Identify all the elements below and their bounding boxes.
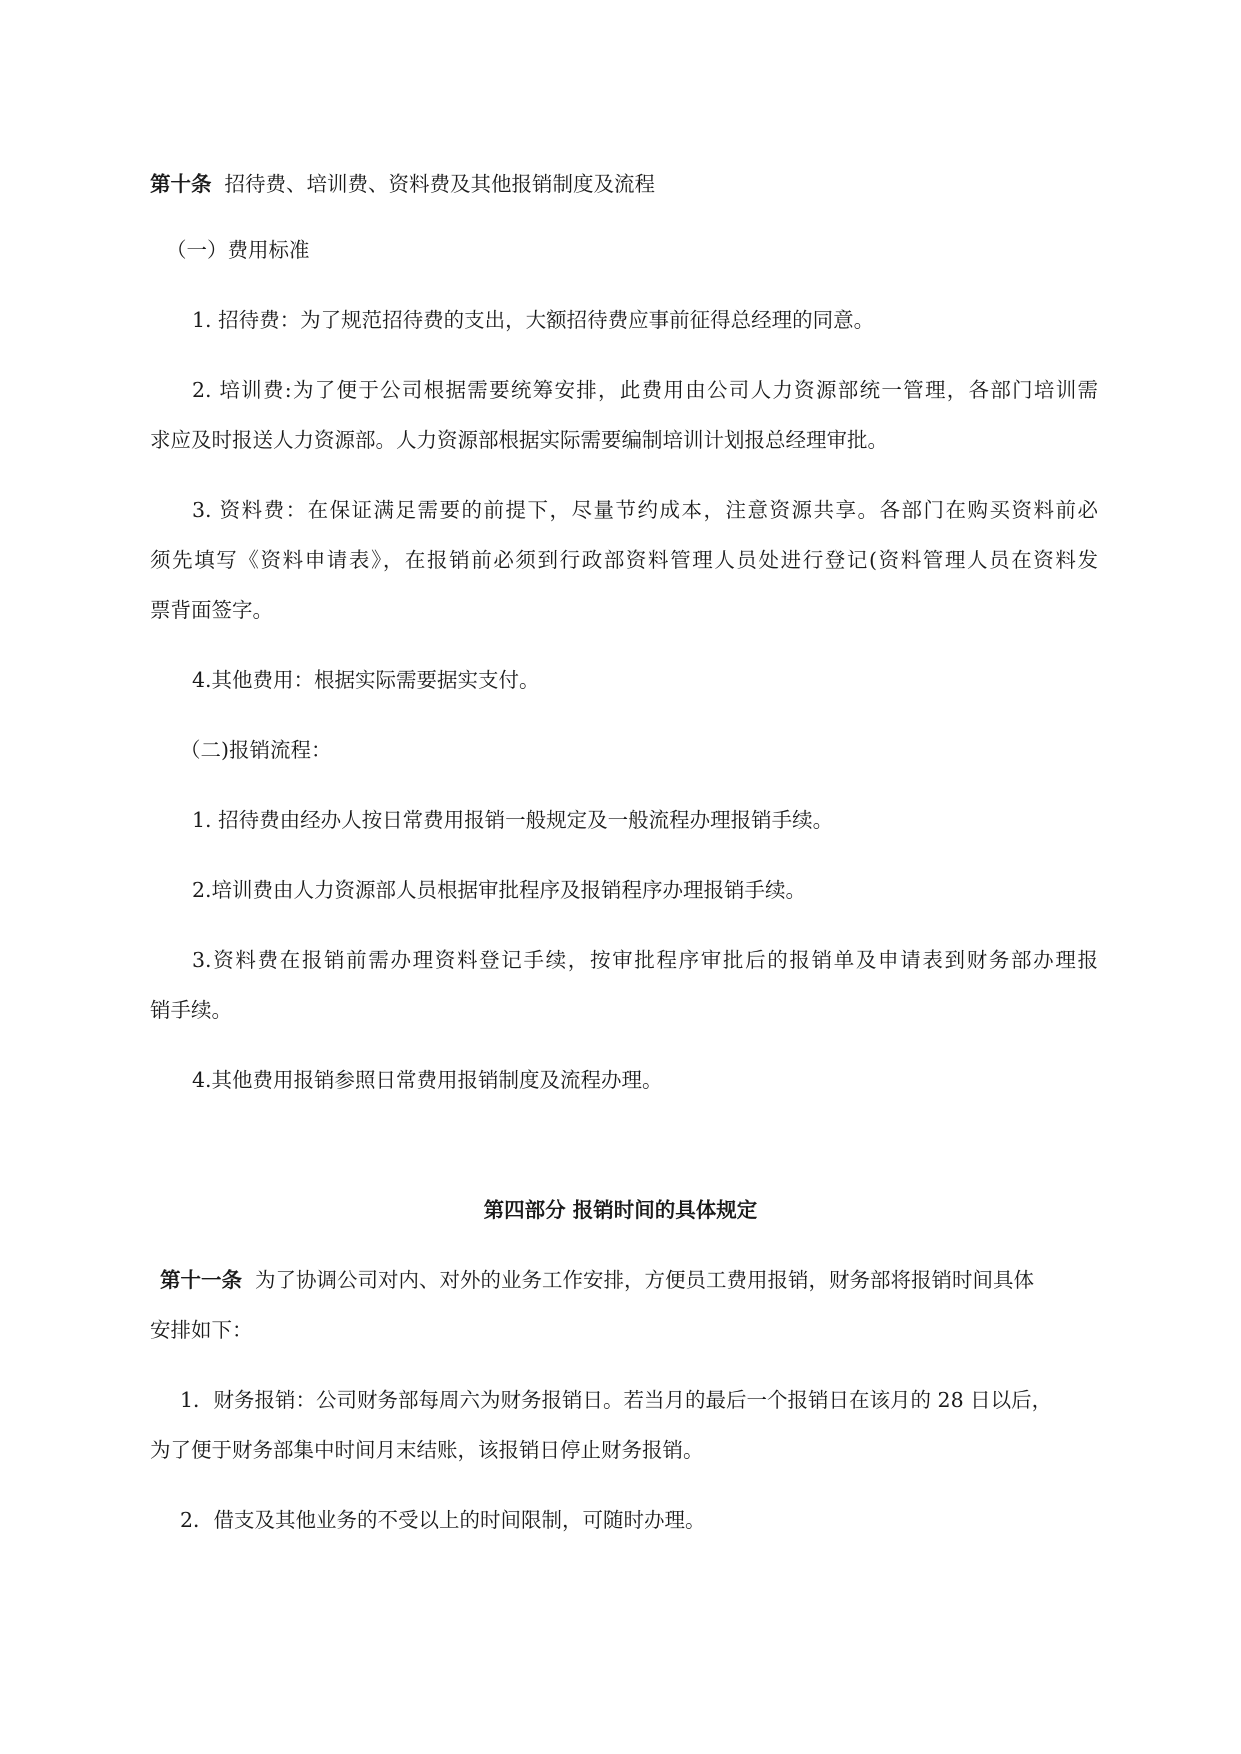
article-10-label: 第十条 [150,172,212,196]
standard-line: 票背面签字。 [150,598,273,622]
process-line: 销手续。 [150,998,232,1022]
standard-line: 须先填写《资料申请表》，在报销前必须到行政部资料管理人员处进行登记(资料管理人员在资料发 [150,548,1098,572]
standard-line: 2. 培训费:为了便于公司根据需要统筹安排，此费用由公司人力资源部统一管理，各部门培训需 [192,378,1098,402]
article-10-title: 招待费、培训费、资料费及其他报销制度及流程 [224,172,656,196]
article-11-cont: 安排如下： [150,1318,253,1342]
article-11-text: 为了协调公司对内、对外的业务工作安排，方便员工费用报销，财务部将报销时间具体 [255,1268,1035,1292]
part-4-heading: 第四部分 报销时间的具体规定 [483,1198,758,1222]
article-11-first-line [160,1266,1034,1294]
standard-line: 1. 招待费：为了规范招待费的支出，大额招待费应事前征得总经理的同意。 [192,308,875,332]
process-line: 1. 招待费由经办人按日常费用报销一般规定及一般流程办理报销手续。 [192,808,834,832]
article-10-heading [150,170,655,198]
process-line: 3.资料费在报销前需办理资料登记手续，按审批程序审批后的报销单及申请表到财务部办理报 [192,948,1098,972]
timing-item: 1．财务报销：公司财务部每周六为财务报销日。若当月的最后一个报销日在该月的 28 日以后， [180,1388,1053,1412]
section-1-title: （一）费用标准 [166,238,310,262]
standard-line: 求应及时报送人力资源部。人力资源部根据实际需要编制培训计划报总经理审批。 [150,428,888,452]
timing-item: 2．借支及其他业务的不受以上的时间限制，可随时办理。 [180,1508,706,1532]
standard-line: 4.其他费用：根据实际需要据实支付。 [192,668,540,692]
section-2-title: （二)报销流程： [180,738,332,762]
timing-item: 为了便于财务部集中时间月末结账，该报销日停止财务报销。 [150,1438,704,1462]
standard-line: 3. 资料费：在保证满足需要的前提下，尽量节约成本，注意资源共享。各部门在购买资料前必 [192,498,1098,522]
process-line: 4.其他费用报销参照日常费用报销制度及流程办理。 [192,1068,663,1092]
article-11-label: 第十一条 [160,1268,242,1292]
process-line: 2.培训费由人力资源部人员根据审批程序及报销程序办理报销手续。 [192,878,807,902]
